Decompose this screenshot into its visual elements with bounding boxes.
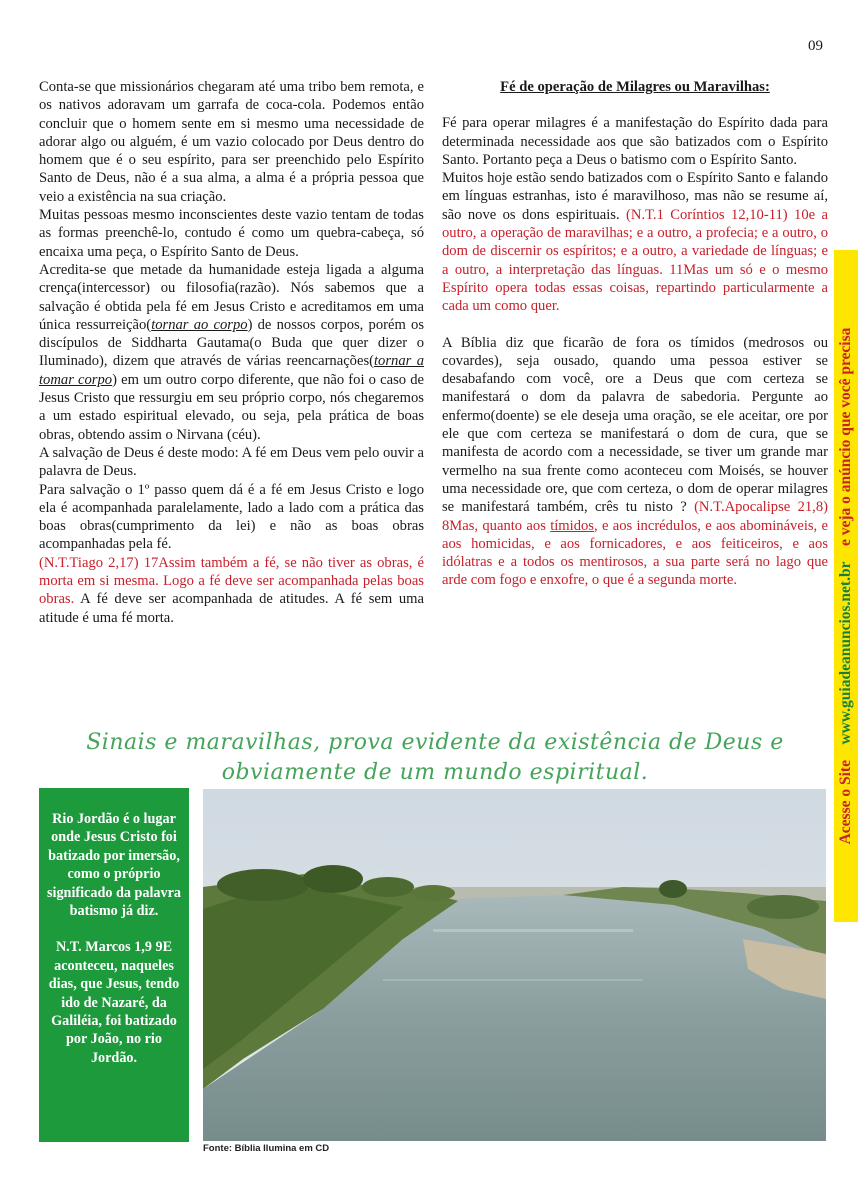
page-number: 09 <box>808 38 823 54</box>
right-paragraph-2 <box>442 169 828 315</box>
left-paragraph-1: Conta-se que missionários chegaram até uma tribo bem remota, e os nativos adoravam um garrafa de coca-cola. Podemos então concluir que o homem sente em si mesmo uma necessidade de adorar algo ou alguém, é um vazio colocado por Deus dentro do homem que é o seu espírito, para ser preenchido pelo Espírito Santo de Deus, não é a sua alma, a alma é a própria pessoa que veio a existência na sua criação. <box>39 79 424 205</box>
text-run: Acredita-se que metade da humanidade esteja ligada a alguma crença(intercessor) ou filosofia(razão). Nós sabemos que a salvação é obtida pela fé em Jesus Cristo e acreditamos em uma única ressurreição( <box>39 261 424 333</box>
caption-paragraph-2: N.T. Marcos 1,9 9E aconteceu, naqueles dias, que Jesus, tendo ido de Nazaré, da Galiléia, foi batizado por João, no rio Jordão. <box>48 939 180 1066</box>
section-title: Fé de operação de Milagres ou Maravilhas: <box>500 79 770 95</box>
left-column <box>39 78 424 627</box>
caption-box <box>39 788 189 1142</box>
text-run: , e aos incrédulos, e aos abomináveis, e aos homicidas, e aos fornicadores, e aos feiticeiros, e aos idólatras e a todos os mentirosos, a sua parte será no lago que arde com fogo e enxofre, o que é a segunda morte. <box>442 517 828 589</box>
banner-website-link[interactable]: www.guiadeanuncios.net.br <box>837 561 854 745</box>
headline-line-1: Sinais e maravilhas, prova evidente da existência de Deus e <box>86 730 784 755</box>
left-paragraph-5: Para salvação o 1º passo quem dá é a fé em Jesus Cristo e logo ela é acompanhada paralelamente, lado a lado com a prática das boas obras(cumprimento da lei) e não as boas obras acompanhadas pela fé. <box>39 481 424 553</box>
text-run: A fé deve ser acompanhada de atitudes. A fé sem uma atitude é uma fé morta. <box>39 591 424 626</box>
left-paragraph-6 <box>39 554 424 627</box>
text-run: A Bíblia diz que ficarão de fora os tímidos (medrosos ou covardes), seja ousado, quando uma pessoa estiver se desabafando com você, ore a Deus que com certeza se manifestará o dom da palavra de sabedoria. Pergunte ao enfermo(doente) se ele deseja uma oração, se ele aceitar, ore por ele que com certeza se manifestará o dom de cura, que se manifesta de acordo com a necessidade, se tiver um grande mar vermelho na sua frente como aconteceu com Moisés, se houver uma necessidade ore, que com certeza, o dom de operar milagres se manifestará também, crês tu nisto ? <box>442 334 828 516</box>
text-run: (N.T.Apocalipse 21,8) 8Mas, quanto aos <box>442 499 828 534</box>
right-paragraph-1: Fé para operar milagres é a manifestação do Espírito dada para determinada necessidade aos que são batizados com o Espírito Santo. Portanto peça a Deus o batismo com o Espírito Santo. <box>442 115 828 168</box>
text-run: ) de nossos corpos, porém os discípulos de Siddharta Gautama(o Buda que quer dizer o Iluminado), dizem que através de várias reencarnações( <box>39 316 425 370</box>
underlined-italic-term: tornar ao corpo <box>151 316 248 333</box>
text-run: Muitos hoje estão sendo batizados com o Espírito Santo e falando em línguas estranhas, isto é maravilhoso, mas não se resume aí, são nove os dons espirituais. <box>442 170 828 223</box>
left-paragraph-4: A salvação de Deus é deste modo: A fé em Deus vem pelo ouvir a palavra de Deus. <box>39 444 424 480</box>
river-jordan-illustration <box>203 789 826 1141</box>
left-paragraph-3 <box>39 261 424 444</box>
caption-spacer <box>47 920 181 938</box>
headline <box>30 728 840 788</box>
scripture-quote: (N.T.Tiago 2,17) 17Assim também a fé, se não tiver as obras, é morta em si mesma. Logo a fé deve ser acompanhada pelas boas obras. <box>39 554 424 608</box>
right-column <box>442 78 828 590</box>
side-banner-text[interactable] <box>834 250 858 922</box>
underlined-term: tímidos <box>550 517 594 534</box>
underlined-italic-term: tornar a tomar corpo <box>39 353 424 388</box>
banner-tagline: e veja o anúncio que você precisa <box>837 327 854 547</box>
right-paragraph-3 <box>442 334 828 590</box>
scripture-quote: (N.T.1 Coríntios 12,10-11) 10e a outro, a operação de maravilhas; e a outro, a profecia; e a outro, o dom de discernir os espíritos; e a outro, a variedade de línguas; e a outro, a interpretação das línguas. 11Mas um só e o mesmo Espírito opera todas essas coisas, repartindo particularmente a cada um como quer. <box>442 206 828 315</box>
paragraph-spacer <box>442 316 828 334</box>
left-paragraph-2: Muitas pessoas mesmo inconscientes deste vazio tentam de todas as formas preenchê-lo, contudo é como um quebra-cabeça, só encaixa uma peça, o Espírito Santo de Deus. <box>39 207 424 260</box>
text-run: ) em um outro corpo diferente, que não foi o caso de Jesus Cristo que ressurgiu em seu próprio corpo, nós chegaremos a um estado espiritual elevado, ou seja, pela prática de boas obras, obtendo assim o Nirvana (céu). <box>39 371 424 443</box>
river-photo <box>203 789 826 1141</box>
photo-credit: Fonte: Bíblia Ilumina em CD <box>203 1143 330 1154</box>
banner-call-to-action: Acesse o Site <box>837 760 854 845</box>
headline-line-2: obviamente de um mundo espiritual. <box>221 760 649 785</box>
caption-paragraph-1: Rio Jordão é o lugar onde Jesus Cristo foi batizado por imersão, como o próprio significado da palavra batismo já diz. <box>47 811 182 920</box>
